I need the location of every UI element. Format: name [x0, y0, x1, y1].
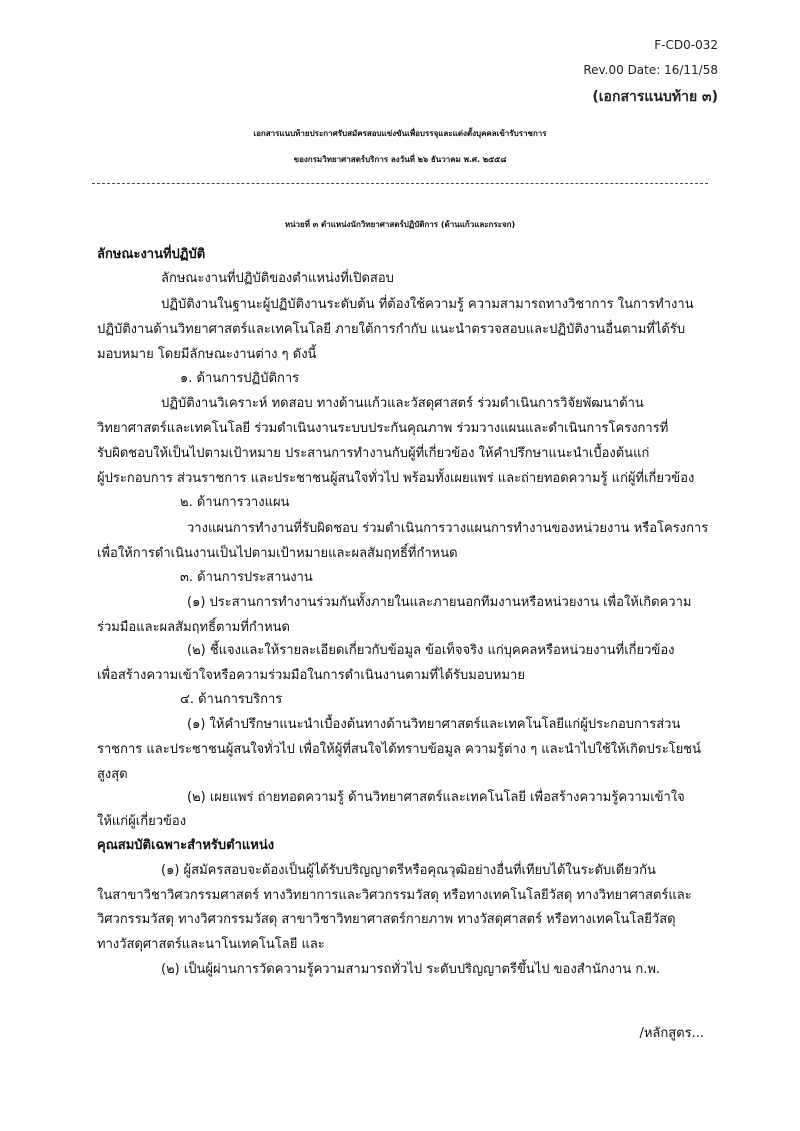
body-line: ผู้ประกอบการ ส่วนราชการ และประชาชนผู้สนใจทั่วไป พร้อมทั้งเผยแพร่ และถ่ายทอดความรู้ แก่ผู้ที่เกี่ยวข้อง: [97, 471, 695, 486]
body-line: ให้แก่ผู้เกี่ยวข้อง: [97, 814, 187, 829]
body-line: ในสาขาวิชาวิศวกรรมศาสตร์ ทางวิทยาการและวิศวกรรมวัสดุ หรือทางเทคโนโลยีวัสดุ ทางวิทยาศาสตร์และ: [97, 888, 692, 903]
body-line: (๒) เป็นผู้ผ่านการวัดความรู้ความสามารถทั่วไป ระดับปริญญาตรีขึ้นไป ของสำนักงาน ก.พ.: [161, 962, 661, 977]
body-line: วิศวกรรมวัสดุ ทางวิศวกรรมวัสดุ สาขาวิชาวิทยาศาสตร์กายภาพ ทางวัสดุศาสตร์ หรือทางเทคโนโลยีวัสดุ: [97, 912, 676, 927]
body-line: สูงสุด: [97, 767, 128, 782]
body-line: (๑) ประสานการทำงานร่วมกันทั้งภายในและภายนอกทีมงานหรือหน่วยงาน เพื่อให้เกิดความ: [187, 595, 692, 610]
dashed-divider: [92, 183, 708, 184]
attachment-label: (เอกสารแนบท้าย ๓): [592, 89, 718, 105]
continuation-marker: /หลักสูตร...: [639, 1026, 704, 1041]
body-line: ลักษณะงานที่ปฏิบัติของตำแหน่งที่เปิดสอบ: [161, 271, 394, 286]
body-line: (๑) ให้คำปรึกษาแนะนำเบื้องต้นทางด้านวิทยาศาสตร์และเทคโนโลยีแก่ผู้ประกอบการส่วน: [187, 717, 681, 732]
body-line: (๒) เผยแพร่ ถ่ายทอดความรู้ ด้านวิทยาศาสตร์และเทคโนโลยี เพื่อสร้างความรู้ความเข้าใจ: [187, 790, 685, 805]
body-line: ทางวัสดุศาสตร์และนาโนเทคโนโลยี และ: [97, 937, 325, 952]
subsection-heading: ๓. ด้านการประสานงาน: [180, 570, 313, 585]
body-line: ร่วมมือและผลสัมฤทธิ์ตามที่กำหนด: [97, 620, 290, 635]
subsection-heading: ๔. ด้านการบริการ: [180, 692, 283, 707]
body-line: มอบหมาย โดยมีลักษณะงานต่าง ๆ ดังนี้: [97, 347, 317, 362]
form-code: F-CD0-032: [654, 38, 718, 52]
body-line: ปฏิบัติงานด้านวิทยาศาสตร์และเทคโนโลยี ภายใต้การกำกับ แนะนำตรวจสอบและปฏิบัติงานอื่นตามที่ได้รับ: [97, 322, 686, 337]
body-line: ราชการ และประชาชนผู้สนใจทั่วไป เพื่อให้ผู้ที่สนใจได้ทราบข้อมูล ความรู้ต่าง ๆ และนำไปใช้ให้เกิดประโยชน์: [97, 742, 701, 757]
subsection-heading: ๒. ด้านการวางแผน: [180, 495, 290, 510]
document-title-line-1: เอกสารแนบท้ายประกาศรับสมัครสอบแข่งขันเพื่อบรรจุและแต่งตั้งบุคคลเข้ารับราชการ: [253, 129, 547, 138]
document-title-line-2: ของกรมวิทยาศาสตร์บริการ ลงวันที่ ๒๖ ธันวาคม พ.ศ. ๒๕๕๘: [293, 155, 507, 164]
revision-date: Rev.00 Date: 16/11/58: [583, 63, 718, 77]
unit-heading: หน่วยที่ ๓ ตำแหน่งนักวิทยาศาสตร์ปฏิบัติการ (ด้านแก้วและกระจก): [284, 220, 516, 229]
body-line: วางแผนการทำงานที่รับผิดชอบ ร่วมดำเนินการวางแผนการทำงานของหน่วยงาน หรือโครงการ: [187, 521, 709, 536]
subsection-heading: ๑. ด้านการปฏิบัติการ: [180, 371, 300, 386]
body-line: เพื่อให้การดำเนินงานเป็นไปตามเป้าหมายและผลสัมฤทธิ์ที่กำหนด: [97, 546, 458, 561]
body-line: (๒) ชี้แจงและให้รายละเอียดเกี่ยวกับข้อมูล ข้อเท็จจริง แก่บุคคลหรือหน่วยงานที่เกี่ยวข้อง: [187, 643, 675, 658]
body-line: เพื่อสร้างความเข้าใจหรือความร่วมมือในการดำเนินงานตามที่ได้รับมอบหมาย: [97, 668, 525, 683]
body-line: (๑) ผู้สมัครสอบจะต้องเป็นผู้ได้รับปริญญาตรีหรือคุณวุฒิอย่างอื่นที่เทียบได้ในระดับเดียวกัน: [161, 863, 656, 878]
body-line: ปฏิบัติงานในฐานะผู้ปฏิบัติงานระดับต้น ที่ต้องใช้ความรู้ ความสามารถทางวิชาการ ในการทำงาน: [161, 297, 694, 312]
section-heading-qualifications: คุณสมบัติเฉพาะสำหรับตำแหน่ง: [97, 838, 275, 853]
body-line: ปฏิบัติงานวิเคราะห์ ทดสอบ ทางด้านแก้วและวัสดุศาสตร์ ร่วมดำเนินการวิจัยพัฒนาด้าน: [161, 396, 644, 411]
body-line: รับผิดชอบให้เป็นไปตามเป้าหมาย ประสานการทำงานกับผู้ที่เกี่ยวข้อง ให้คำปรึกษาแนะนำเบื้องต้นแก่: [97, 446, 650, 461]
section-heading-duties: ลักษณะงานที่ปฏิบัติ: [97, 247, 206, 262]
body-line: วิทยาศาสตร์และเทคโนโลยี ร่วมดำเนินงานระบบประกันคุณภาพ ร่วมวางแผนและดำเนินการโครงการที่: [97, 421, 669, 436]
